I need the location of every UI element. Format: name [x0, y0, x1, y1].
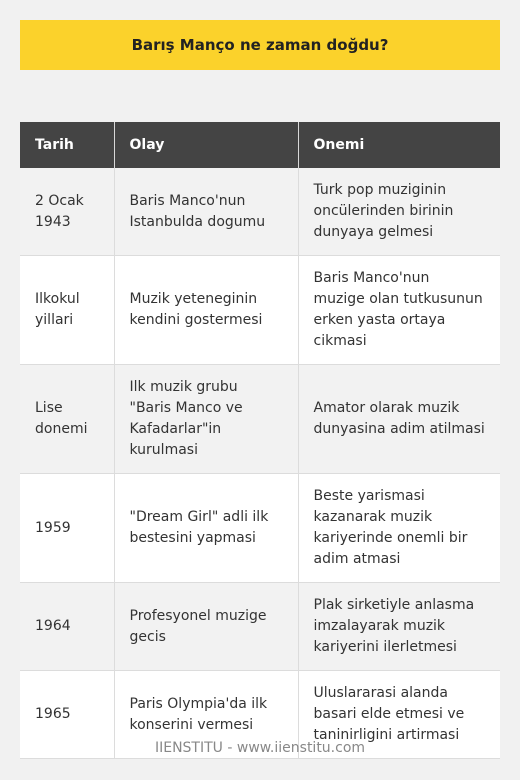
cell-tarih: Lise donemi	[20, 365, 114, 474]
cell-tarih: 1964	[20, 583, 114, 671]
cell-onemi: Beste yarismasi kazanarak muzik kariyerinde onemli bir adim atmasi	[298, 474, 500, 583]
cell-olay: Ilk muzik grubu "Baris Manco ve Kafadarlar"in kurulmasi	[114, 365, 298, 474]
header-onemi: Onemi	[298, 122, 500, 168]
header-tarih: Tarih	[20, 122, 114, 168]
cell-olay: Muzik yeteneginin kendini gostermesi	[114, 256, 298, 365]
table-row	[20, 365, 500, 474]
header-olay: Olay	[114, 122, 298, 168]
cell-olay: Profesyonel muzige gecis	[114, 583, 298, 671]
timeline-table	[20, 122, 500, 759]
cell-onemi: Plak sirketiyle anlasma imzalayarak muzik kariyerini ilerletmesi	[298, 583, 500, 671]
cell-tarih: 1959	[20, 474, 114, 583]
page-title	[20, 20, 500, 70]
table-row	[20, 256, 500, 365]
table-row	[20, 474, 500, 583]
cell-olay: Paris Olympia'da ilk konserini vermesi	[114, 671, 298, 759]
cell-onemi: Uluslararasi alanda basari elde etmesi ve taninirligini artirmasi	[298, 671, 500, 759]
cell-onemi: Turk pop muziginin oncülerinden birinin dunyaya gelmesi	[298, 168, 500, 256]
cell-tarih: Ilkokul yillari	[20, 256, 114, 365]
cell-tarih: 1965	[20, 671, 114, 759]
page-title-text: Barış Manço ne zaman doğdu?	[131, 36, 389, 54]
cell-olay: "Dream Girl" adli ilk bestesini yapmasi	[114, 474, 298, 583]
cell-onemi: Baris Manco'nun muzige olan tutkusunun erken yasta ortaya cikmasi	[298, 256, 500, 365]
table-row	[20, 168, 500, 256]
cell-onemi: Amator olarak muzik dunyasina adim atilmasi	[298, 365, 500, 474]
cell-olay: Baris Manco'nun Istanbulda dogumu	[114, 168, 298, 256]
cell-tarih: 2 Ocak 1943	[20, 168, 114, 256]
table-row	[20, 583, 500, 671]
footer-credit: IIENSTITU - www.iienstitu.com	[154, 740, 366, 756]
table-header-row	[20, 122, 500, 168]
